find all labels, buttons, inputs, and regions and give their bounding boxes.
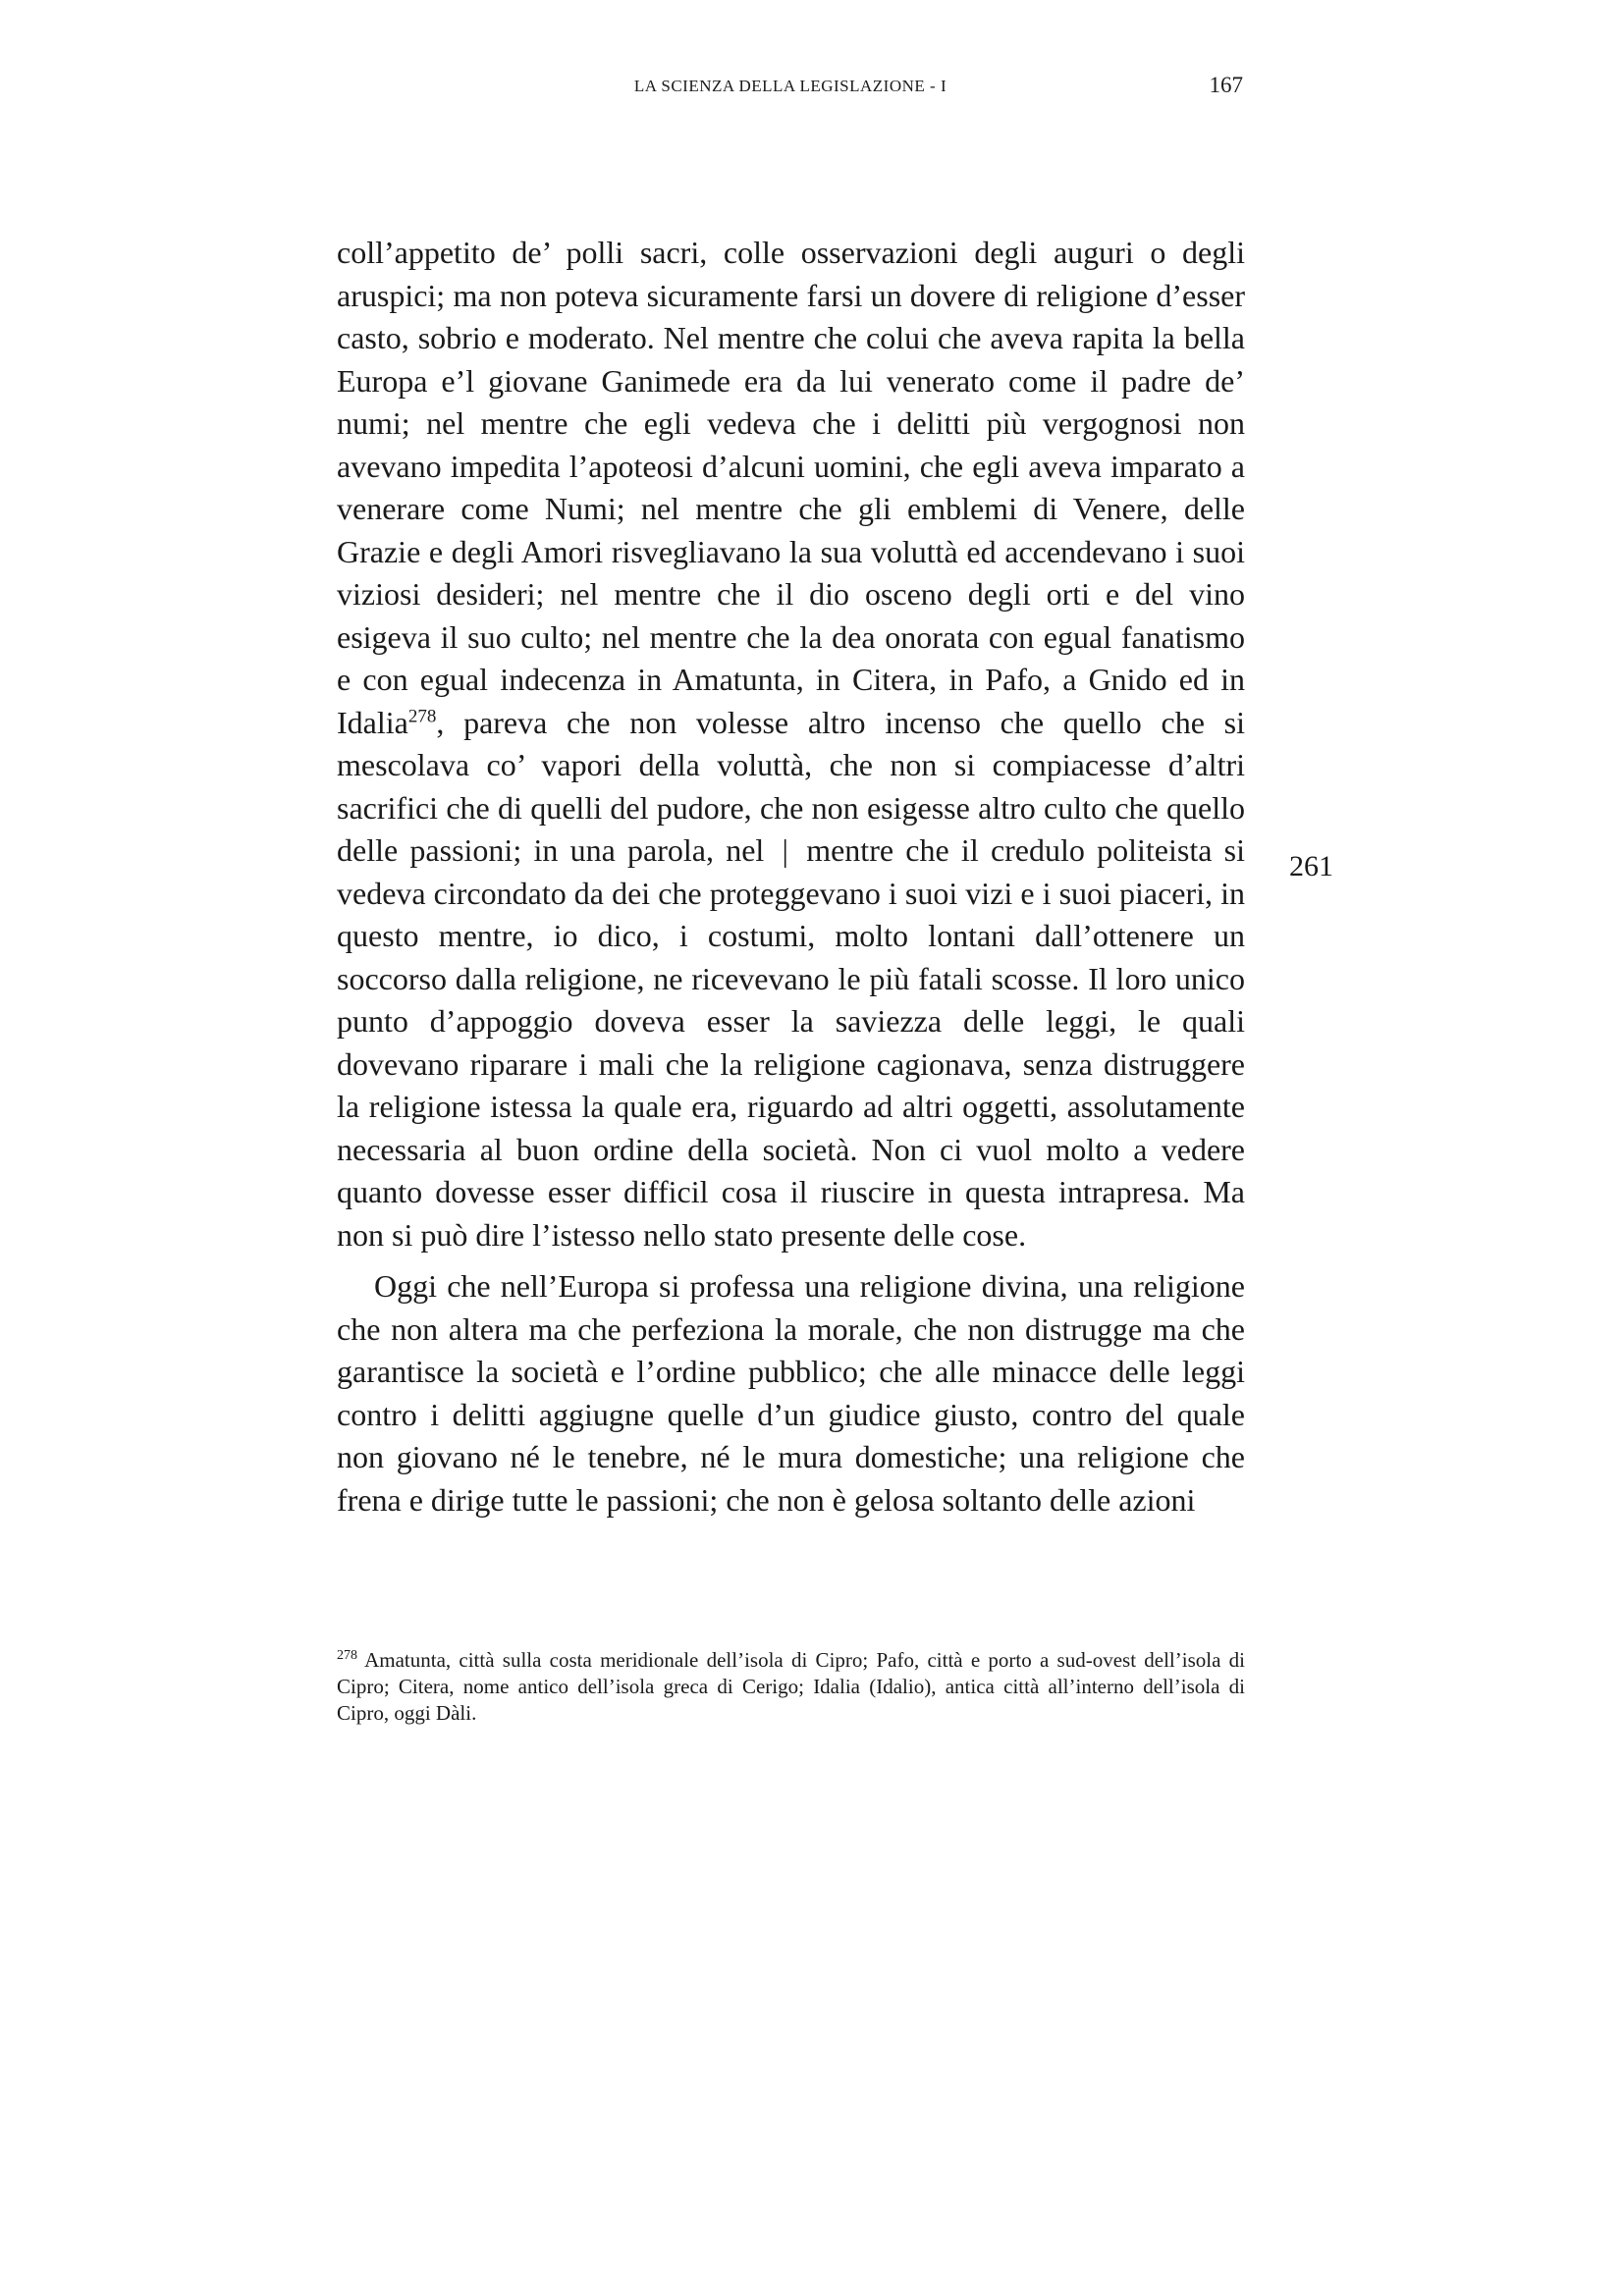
paragraph-1-part-a: coll’appetito de’ polli sacri, colle osservazioni degli auguri o degli aruspici; ma non poteva sicuramente farsi un dovere di religione d’esser casto, sobrio e moderato. Nel mentre che colui che aveva rapita la bella Europa e’l giovane Ganimede era da lui venerato come il padre de’ numi; nel mentre che egli vedeva che i delitti più vergognosi non avevano impedita l’apoteosi d’alcuni uomini, che egli aveva imparato a venerare come Numi; nel mentre che gli emblemi di Venere, delle Grazie e degli Amori risvegliavano la sua voluttà ed accendevano i suoi viziosi desideri; nel mentre che il dio osceno degli orti e del vino esigeva il suo culto; nel mentre che la dea onorata con egual fanatismo e con egual indecenza in Amatunta, in Citera, in Pafo, a Gnido ed in Idalia (337, 235, 1245, 740)
margin-page-reference: 261 (1289, 850, 1333, 882)
paragraph-1 (337, 232, 1245, 1256)
paragraph-1-part-b: , pareva che non volesse altro incenso che quello che si mescolava co’ vapori della voluttà, che non si compiacesse d’altri sacrifici che di quelli del pudore, che non esigesse altro culto che quello delle passioni; in una parola, nel (337, 704, 1245, 868)
main-text (337, 232, 1245, 1522)
page-break-marker: | (782, 832, 788, 868)
running-head (334, 73, 1247, 116)
footnote-reference[interactable]: 278 (407, 705, 437, 726)
paragraph-2: Oggi che nell’Europa si professa una religione divina, una religione che non altera ma che perfeziona la morale, che non distrugge ma che garantisce la società e l’ordine pubblico; che alle minacce delle leggi contro i delitti aggiugne quelle d’un giudice giusto, contro del quale non giovano né le tenebre, né le mura domestiche; una religione che frena e dirige tutte le passioni; che non è gelosa soltanto delle azioni (337, 1268, 1245, 1518)
footnote-text: Amatunta, città sulla costa meridionale dell’isola di Cipro; Pafo, città e porto a sud-ovest dell’isola di Cipro; Citera, nome antico dell’isola greca di Cerigo; Idalia (Idalio), antica città all’interno dell’isola di Cipro, oggi Dàli. (337, 1648, 1245, 1725)
paragraph-1-part-c: mentre che il credulo politeista si vedeva circondato da dei che proteggevano i suoi vizi e i suoi piaceri, in questo mentre, io dico, i costumi, molto lontani dall’ottenere un soccorso dalla religione, ne ricevevano le più fatali scosse. Il loro unico punto d’appoggio doveva esser la saviezza delle leggi, le quali dovevano riparare i mali che la religione cagionava, senza distruggere la religione istessa la quale era, riguardo ad altri oggetti, assolutamente necessaria al buon ordine della società. Non ci vuol molto a vedere quanto dovesse esser difficil cosa il riuscire in questa intrapresa. Ma non si può dire l’istesso nello stato presente delle cose. (337, 832, 1246, 1253)
running-title: LA SCIENZA DELLA LEGISLAZIONE - I (633, 77, 947, 95)
footnote-number: 278 (337, 1648, 357, 1663)
page-number: 167 (1209, 73, 1243, 97)
footnote (337, 1647, 1245, 1727)
